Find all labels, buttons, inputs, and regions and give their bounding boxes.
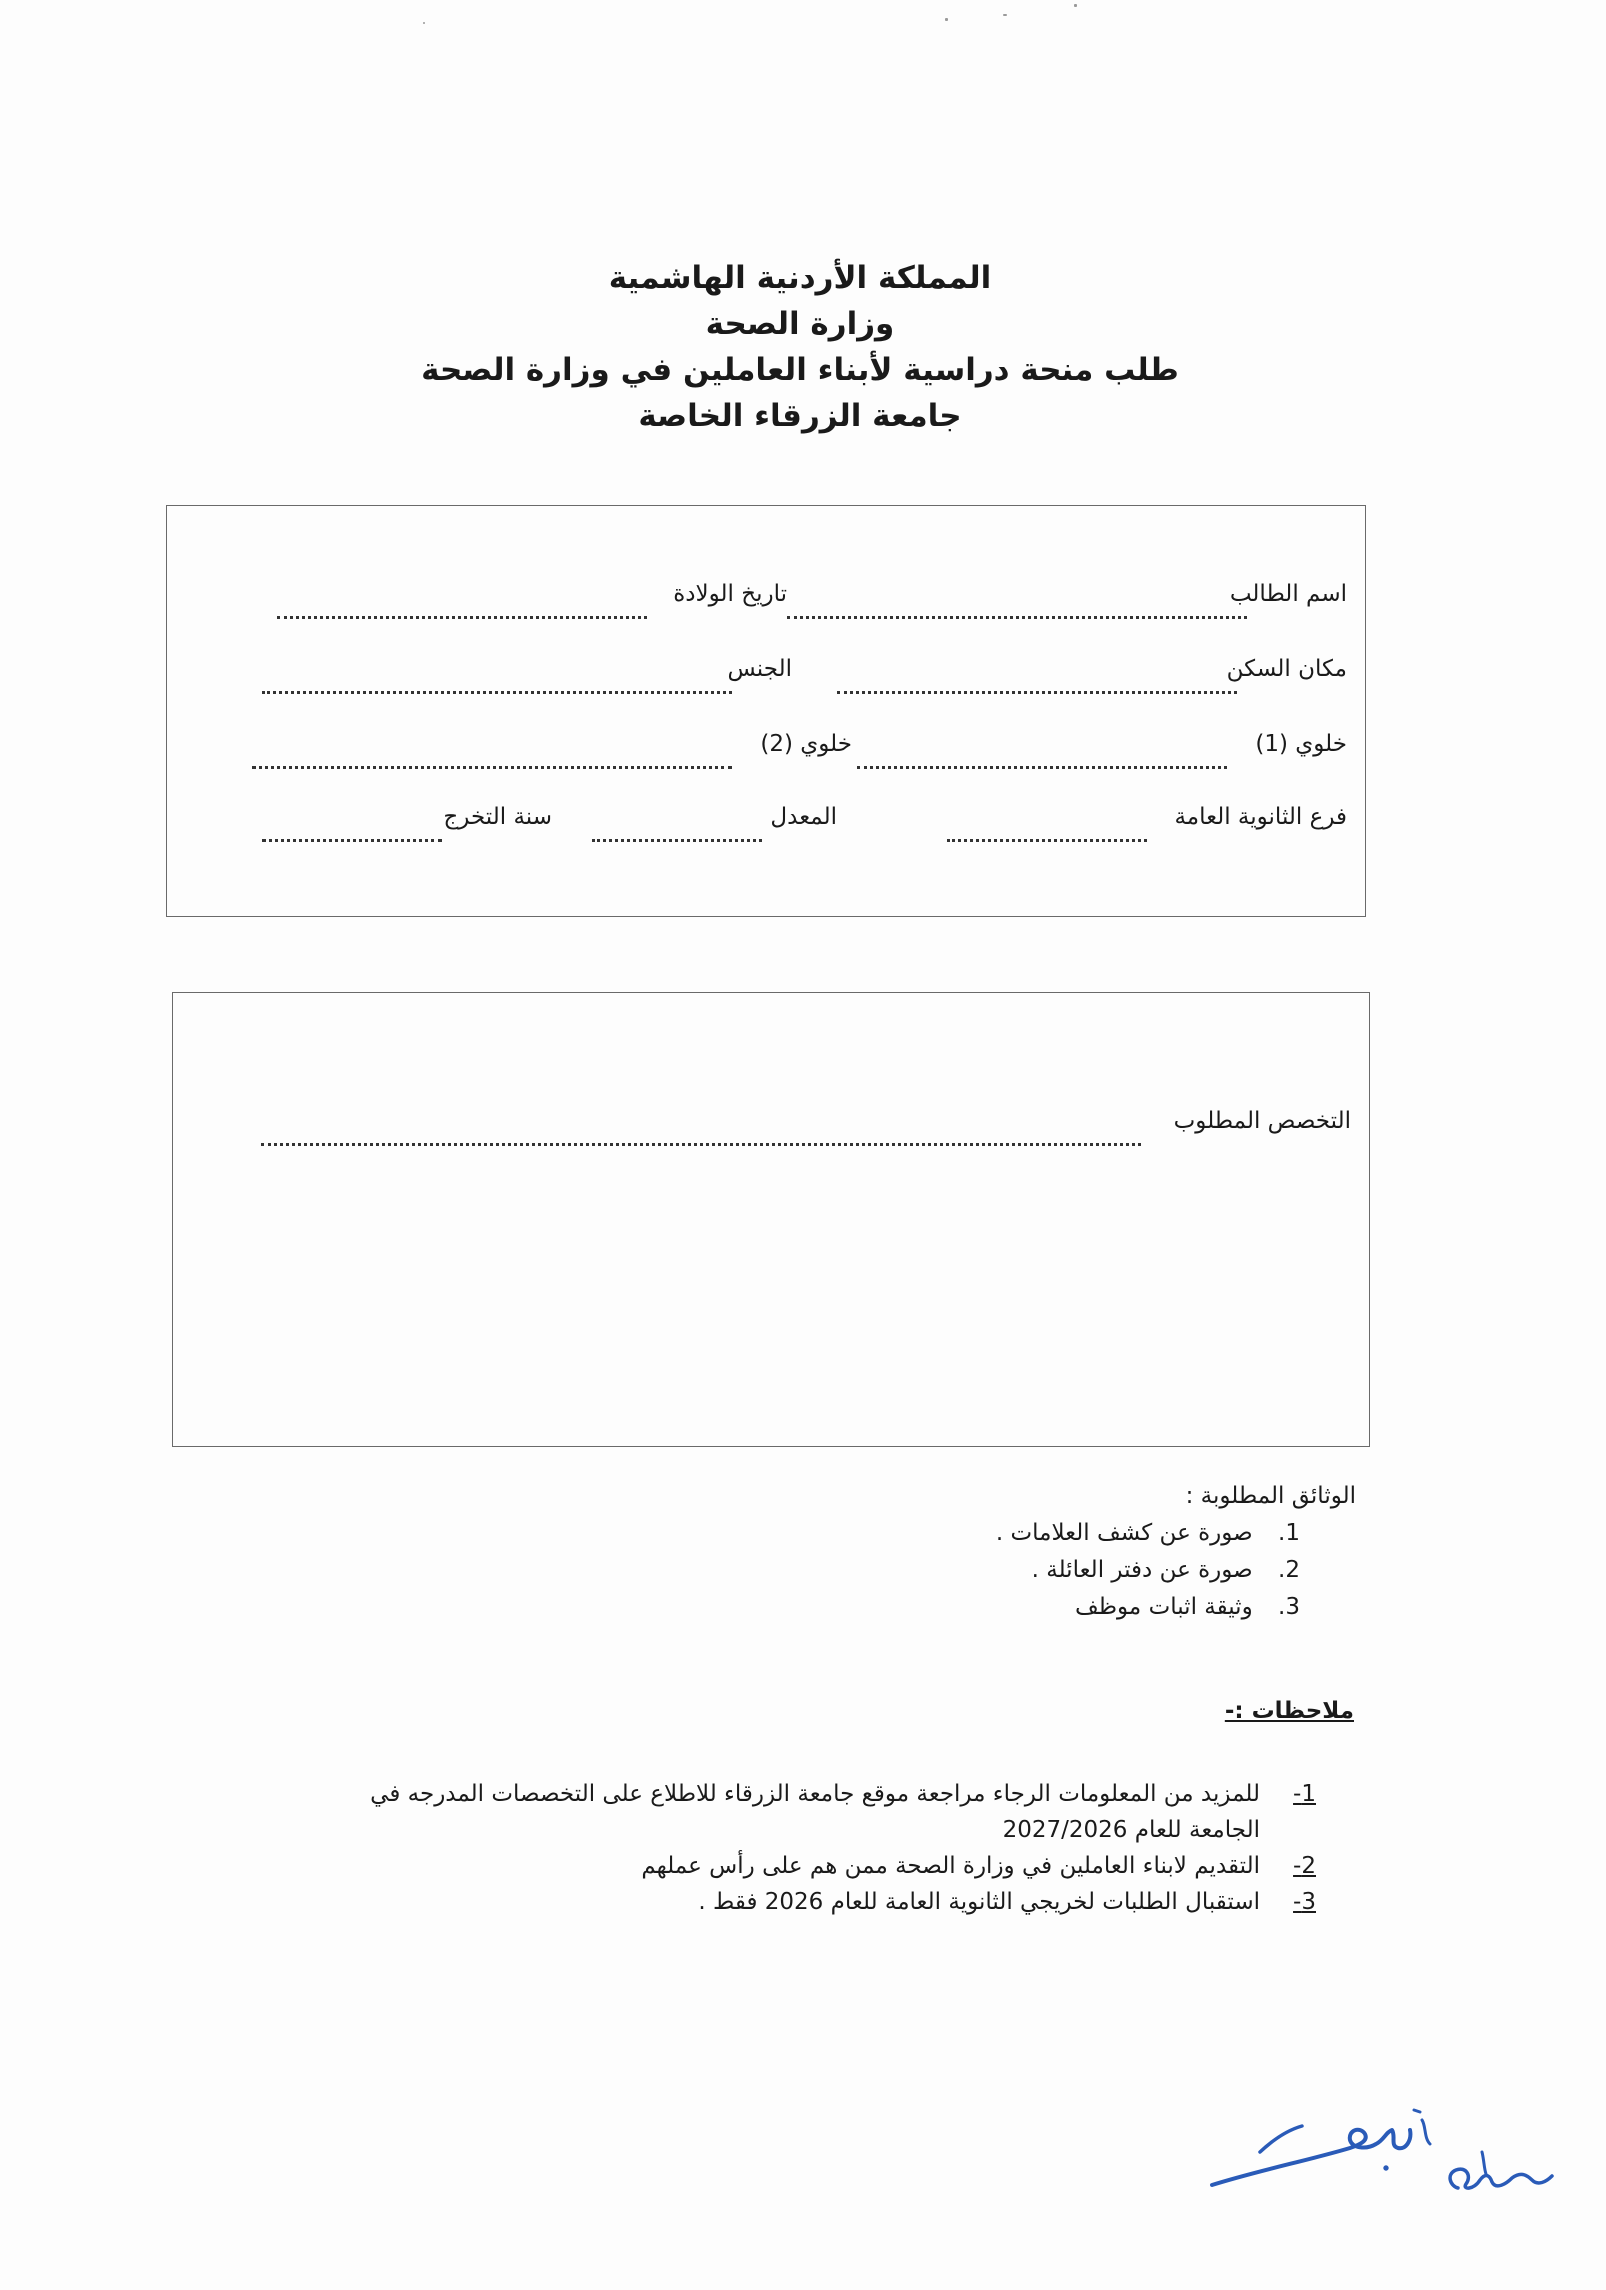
note-number: 3-	[1293, 1889, 1316, 1915]
ministry-title: وزارة الصحة	[705, 306, 895, 342]
application-title: طلب منحة دراسية لأبناء العاملين في وزارة الصحة	[421, 352, 1179, 388]
scan-speck	[423, 22, 425, 24]
signature-stroke	[1450, 2169, 1552, 2188]
note-text-continued: الجامعة للعام 2027/2026	[1002, 1817, 1260, 1843]
kingdom-title: المملكة الأردنية الهاشمية	[608, 260, 992, 296]
note-text: استقبال الطلبات لخريجي الثانوية العامة للعام 2026 فقط .	[698, 1889, 1260, 1915]
university-title: جامعة الزرقاء الخاصة	[638, 398, 962, 434]
mobile2-label: خلوي (2)	[760, 731, 852, 757]
documents-title: الوثائق المطلوبة :	[1185, 1483, 1356, 1509]
document-number: 2.	[1278, 1557, 1300, 1583]
major-field[interactable]	[261, 1143, 1141, 1146]
major-row	[233, 1108, 1351, 1148]
scan-speck	[1074, 4, 1077, 7]
note-item	[230, 1848, 1316, 1884]
document-header	[300, 255, 1300, 439]
birth-date-field[interactable]	[277, 616, 647, 619]
birth-date-label: تاريخ الولادة	[673, 581, 787, 607]
signature-dot	[1384, 2166, 1388, 2170]
major-box	[172, 992, 1370, 1447]
note-item	[230, 1776, 1316, 1848]
signature-stroke	[1212, 2130, 1410, 2185]
gender-label: الجنس	[727, 656, 792, 682]
scan-speck	[1003, 14, 1007, 16]
mobile2-field[interactable]	[252, 766, 732, 769]
signature-stroke	[1414, 2110, 1420, 2112]
residence-field[interactable]	[837, 691, 1237, 694]
document-text: صورة عن دفتر العائلة .	[1031, 1557, 1253, 1583]
secondary-row	[227, 804, 1347, 844]
required-documents	[756, 1478, 1356, 1626]
mobile-row	[227, 731, 1347, 771]
handwritten-signatures	[1200, 2090, 1580, 2210]
residence-row	[227, 656, 1347, 696]
notes-title: ملاحظات :-	[1224, 1698, 1354, 1724]
document-number: 3.	[1278, 1594, 1300, 1620]
signature-stroke	[1260, 2126, 1302, 2152]
residence-label: مكان السكن	[1226, 656, 1347, 682]
mobile1-label: خلوي (1)	[1255, 731, 1347, 757]
signature-stroke	[1422, 2120, 1430, 2144]
scan-speck	[945, 18, 948, 21]
note-text: للمزيد من المعلومات الرجاء مراجعة موقع جامعة الزرقاء للاطلاع على التخصصات المدرجه في	[370, 1781, 1260, 1807]
document-number: 1.	[1278, 1520, 1300, 1546]
student-name-label: اسم الطالب	[1229, 581, 1347, 607]
grad-year-field[interactable]	[262, 839, 442, 842]
note-text: التقديم لابناء العاملين في وزارة الصحة ممن هم على رأس عملهم	[641, 1853, 1260, 1879]
document-item	[756, 1552, 1300, 1589]
branch-label: فرع الثانوية العامة	[1174, 804, 1347, 830]
student-name-field[interactable]	[787, 616, 1247, 619]
student-name-row	[227, 581, 1347, 621]
grad-year-label: سنة التخرج	[443, 804, 552, 830]
document-item	[756, 1589, 1300, 1626]
notes-list	[230, 1776, 1316, 1920]
branch-field[interactable]	[947, 839, 1147, 842]
note-number: 2-	[1293, 1853, 1316, 1879]
average-label: المعدل	[770, 804, 837, 830]
mobile1-field[interactable]	[857, 766, 1227, 769]
major-label: التخصص المطلوب	[1173, 1108, 1351, 1134]
document-text: صورة عن كشف العلامات .	[995, 1520, 1253, 1546]
student-info-box	[166, 505, 1366, 917]
document-text: وثيقة اثبات موظف	[1074, 1594, 1253, 1620]
note-item	[230, 1884, 1316, 1920]
gender-field[interactable]	[262, 691, 732, 694]
document-item	[756, 1515, 1300, 1552]
note-number: 1-	[1293, 1781, 1316, 1807]
average-field[interactable]	[592, 839, 762, 842]
signature-stroke	[1482, 2152, 1486, 2174]
